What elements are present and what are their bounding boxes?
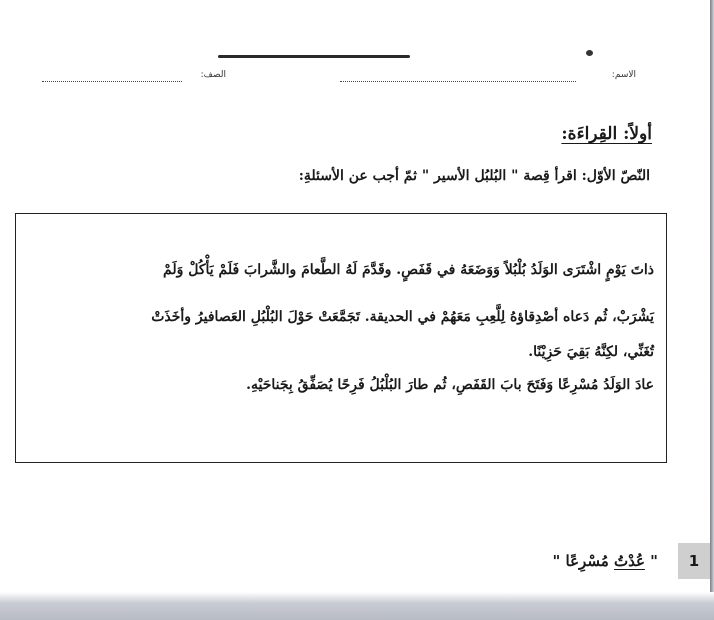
window-edge xyxy=(710,0,714,592)
header-mark xyxy=(586,50,593,56)
story-box xyxy=(15,213,667,463)
header-rule xyxy=(218,55,410,58)
bottom-shadow xyxy=(0,592,714,620)
question-text xyxy=(552,552,658,570)
story-line-4: عادَ الوَلَدُ مُسْرِعًا وَفَتَحَ بابَ القَفَصِ، ثُم طارَ البُلْبُلُ فَرِحًا يُصَفِّقُ بِجَناحَيْهِ. xyxy=(246,377,654,393)
instruction-text: النّصّ الأوّل: اقرأ قِصة " البُلبُل الأسير " ثمّ أجب عن الأسئلةِ: xyxy=(298,168,650,184)
question-rest: مُسْرِعًا xyxy=(565,552,609,570)
close-quote: " xyxy=(552,552,561,570)
name-field-line xyxy=(340,81,576,82)
story-line-3: تُغَنِّي، لكِنَّهُ بَقِيَ حَزِيْنًا. xyxy=(528,344,654,360)
grade-label: الصف: xyxy=(200,70,226,80)
story-line-1: ذاتَ يَوْمٍ اشْتَرَى الوَلَدُ بُلْبُلاً وَوَضَعَهُ في قَفَصٍ. وقَدَّمَ لَهُ الطَّعامَ والشَّرابَ فَلَمْ يَأْكُلْ وَلَمْ xyxy=(163,262,654,278)
open-quote: " xyxy=(650,552,658,570)
story-line-2: يَشْرَبْ، ثُم دَعاه أصْدِقاؤهُ لِلَّعِبِ مَعَهُمْ في الحديقة. تَجَمَّعَتْ حَوْلَ البُلْبُلِ العَصافيرُ وأخَذَتْ xyxy=(151,309,654,325)
question-number-badge: 1 xyxy=(678,543,710,579)
grade-field-line xyxy=(42,81,182,82)
underlined-word: عُدْتُ xyxy=(613,552,645,570)
section-title: أولاً: القِراءَة: xyxy=(561,124,652,144)
name-label: الاسم: xyxy=(611,70,636,80)
